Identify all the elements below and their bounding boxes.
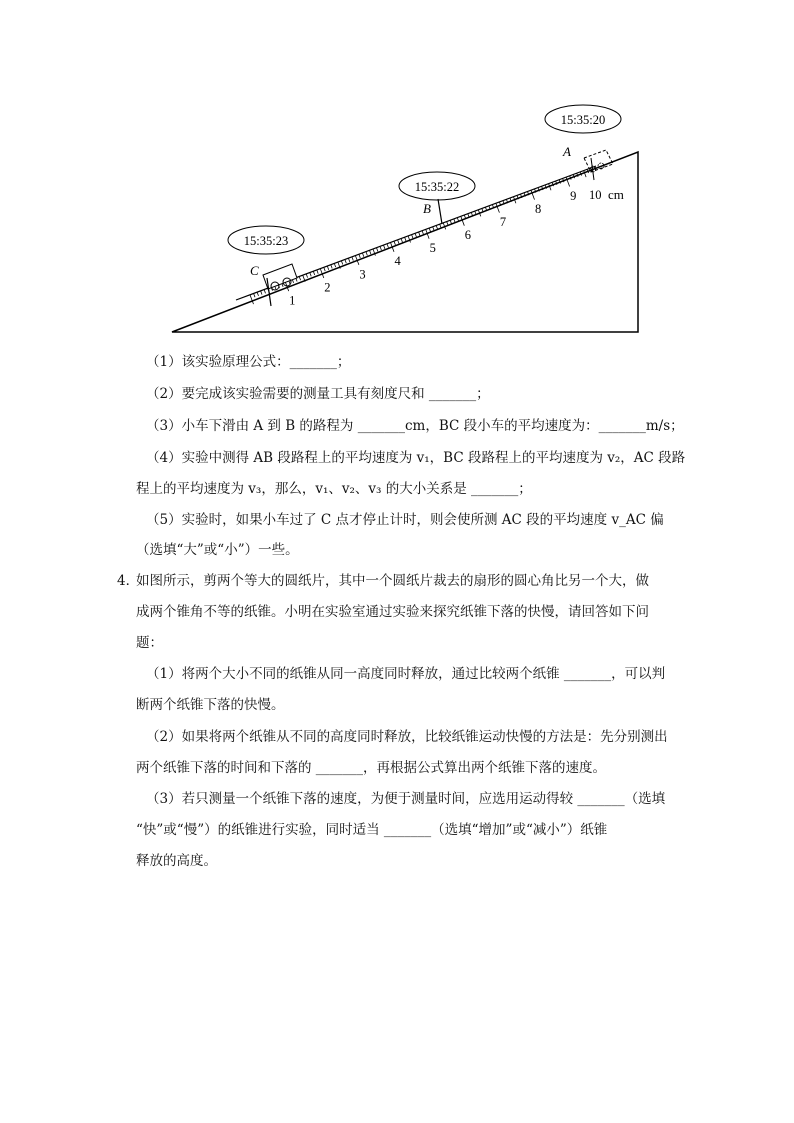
ruler-number: 7 <box>499 215 507 229</box>
q4-part3-line3: 释放的高度。 <box>136 853 217 869</box>
ruler-tick <box>257 292 258 296</box>
ruler-number: 6 <box>464 228 472 243</box>
ruler-tick <box>370 250 371 254</box>
ruler-tick <box>341 261 342 265</box>
q4-part2-line2: 两个纸锥下落的时间和下落的 _______，再根据公式算出两个纸锥下落的速度。 <box>136 760 607 776</box>
ruler-tick <box>380 246 381 250</box>
incline-triangle <box>172 152 638 332</box>
ruler-number: 1 <box>289 293 296 308</box>
ruler-tick <box>348 258 349 262</box>
ruler-tick <box>359 254 360 258</box>
ruler-tick <box>415 233 416 237</box>
ruler-number: 9 <box>570 188 577 203</box>
timer-b: 15:35:22 <box>414 180 460 194</box>
incline-ruler-figure <box>0 0 794 340</box>
ruler-tick <box>331 265 332 269</box>
ruler-tick <box>422 231 423 235</box>
ruler-tick <box>496 203 500 212</box>
q4-part3-line1: （3）若只测量一个纸锥下落的速度，为便于测量时间，应选用运动得较 _______（选填 <box>146 791 666 807</box>
timer-c: 15:35:23 <box>243 234 289 248</box>
ruler-tick <box>450 220 451 224</box>
q4-intro-line2: 成两个锥角不等的纸锥。小明在实验室通过实验来探究纸锥下落的快慢，请回答如下问 <box>136 604 649 620</box>
label-b: B <box>423 201 431 216</box>
ruler-tick <box>306 274 307 278</box>
ruler-number: 4 <box>394 254 401 269</box>
ruler-tick <box>394 241 395 245</box>
q4-intro-line3: 题： <box>136 635 163 651</box>
ruler-tick <box>398 240 399 244</box>
ruler-tick <box>299 277 300 281</box>
cart-at-a <box>584 150 613 180</box>
label-a: A <box>563 144 571 159</box>
q4-intro-line1: 如图所示，剪两个等大的圆纸片，其中一个圆纸片裁去的扇形的圆心角比另一个大，做 <box>136 573 649 589</box>
ruler-tick <box>429 228 430 232</box>
ruler-number: 2 <box>324 280 331 295</box>
q3-part1: （1）该实验原理公式：_______； <box>146 354 351 370</box>
ruler-tick <box>419 232 420 236</box>
ruler-tick <box>250 295 254 304</box>
ruler-tick <box>334 263 335 267</box>
ruler-tick <box>377 248 378 252</box>
ruler-tick <box>401 239 402 243</box>
q4-part1-line1: （1）将两个大小不同的纸锥从同一高度同时释放，通过比较两个纸锥 _______，可以判 <box>146 666 666 682</box>
ruler-tick <box>412 235 413 239</box>
q4-part3-line2: “快”或“慢”）的纸锥进行实验，同时适当 _______（选填“增加”或“减小”）纸锥 <box>136 822 608 838</box>
q3-part4-line1: （4）实验中测得 AB 段路程上的平均速度为 v₁，BC 段路程上的平均速度为 v₂，AC 段路 <box>146 450 686 466</box>
q3-part5-line2: （选填“大”或“小”）一些。 <box>136 542 299 558</box>
label-c: C <box>250 263 259 278</box>
ruler-tick <box>447 222 448 226</box>
ruler-tick <box>327 266 328 270</box>
ruler-number: 8 <box>535 201 542 216</box>
ruler-tick <box>254 294 255 298</box>
ruler-number: 3 <box>359 267 366 282</box>
ruler-tick <box>433 227 434 231</box>
q3-part3: （3）小车下滑由 A 到 B 的路程为 _______cm，BC 段小车的平均速度为：_______m/s； <box>146 418 684 434</box>
ruler-tick <box>352 257 353 261</box>
ruler-tick <box>313 271 314 275</box>
ruler-tick <box>324 267 325 271</box>
ruler-tick <box>317 270 318 274</box>
ruler-number: 10 <box>589 188 602 202</box>
timer-a: 15:35:20 <box>560 113 606 127</box>
ruler-tick <box>362 253 363 257</box>
ruler-tick <box>408 236 410 243</box>
ruler-tick <box>366 252 367 256</box>
ruler-tick <box>387 244 388 248</box>
q4-number: 4． <box>117 573 140 589</box>
ruler-tick <box>436 226 437 230</box>
q3-part2: （2）要完成该实验需要的测量工具有刻度尺和 _______； <box>146 386 490 402</box>
marker-b <box>438 199 442 224</box>
q4-part2-line1: （2）如果将两个纸锥从不同的高度同时释放，比较纸锥运动快慢的方法是：先分别测出 <box>146 729 668 745</box>
ruler-tick <box>384 245 385 249</box>
ruler-tick <box>405 237 406 241</box>
q3-part5-line1: （5）实验时，如果小车过了 C 点才停止计时，则会使所测 AC 段的平均速度 v_AC 偏 <box>146 512 664 528</box>
ruler-tick <box>310 273 311 277</box>
ruler-number: 5 <box>429 241 436 256</box>
q4-part1-line2: 断两个纸锥下落的快慢。 <box>136 697 285 713</box>
ruler-tick <box>345 260 346 264</box>
ruler-tick <box>261 291 262 295</box>
q3-part4-line2: 程上的平均速度为 v₃，那么，v₁、v₂、v₃ 的大小关系是 _______； <box>136 481 532 497</box>
ruler-tick <box>264 290 265 294</box>
ruler-labels <box>289 188 601 307</box>
ruler-unit: cm <box>608 187 624 202</box>
ruler-tick <box>440 224 441 228</box>
